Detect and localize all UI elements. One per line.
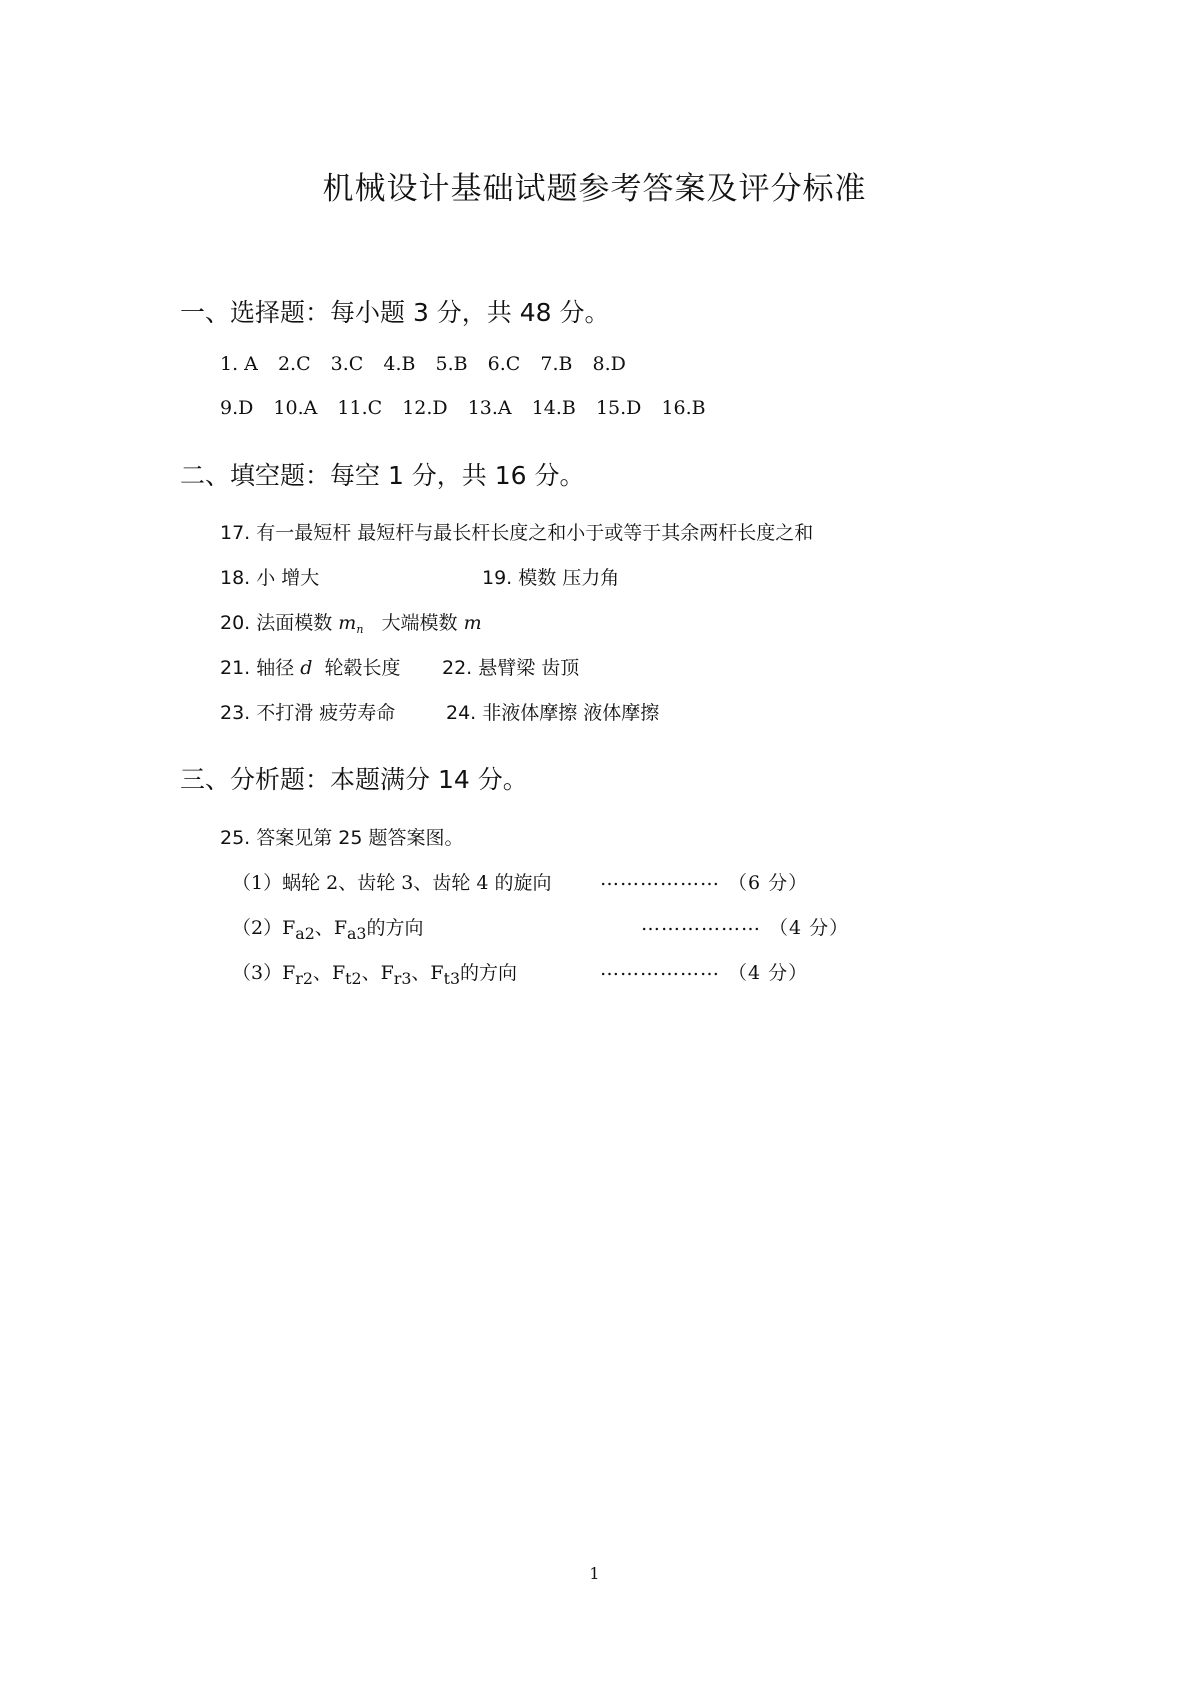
choice-answer: 1. A bbox=[220, 353, 258, 375]
answer-22 bbox=[442, 653, 579, 680]
item-2-prefix: （2） bbox=[232, 917, 283, 939]
answer-22-text: 22. 悬臂梁 齿顶 bbox=[442, 657, 580, 679]
force-symbol: F bbox=[430, 962, 444, 984]
choice-answer: 4.B bbox=[383, 353, 416, 375]
answer-21-prefix: 21. 轴径 bbox=[220, 657, 301, 679]
choice-answers-row-1 bbox=[220, 353, 640, 375]
choice-answer: 6.C bbox=[487, 353, 521, 375]
page-title: 机械设计基础试题参考答案及评分标准 bbox=[322, 171, 867, 207]
force-subscript: t3 bbox=[443, 968, 461, 988]
force-symbol: F bbox=[282, 917, 296, 939]
answer-24-text: 24. 非液体摩擦 液体摩擦 bbox=[446, 702, 660, 724]
answer-19 bbox=[482, 563, 619, 590]
choice-answer: 7.B bbox=[540, 353, 573, 375]
force-symbol: F bbox=[282, 962, 296, 984]
answer-18-text: 18. 小 增大 bbox=[220, 567, 320, 589]
separator: 、 bbox=[314, 917, 334, 939]
symbol-m: m bbox=[338, 612, 357, 634]
choice-answer: 9.D bbox=[220, 397, 254, 419]
answer-23 bbox=[220, 698, 395, 725]
answer-23-text: 23. 不打滑 疲劳寿命 bbox=[220, 702, 396, 724]
force-symbol: F bbox=[333, 917, 347, 939]
answer-17-text: 17. 有一最短杆 最短杆与最长杆长度之和小于或等于其余两杆长度之和 bbox=[220, 522, 814, 544]
force-symbol: F bbox=[380, 962, 394, 984]
choice-answer: 14.B bbox=[531, 397, 576, 419]
answer-18 bbox=[220, 563, 319, 590]
answer-20-middle: 大端模数 bbox=[363, 612, 464, 634]
subscript-n: n bbox=[356, 623, 364, 636]
choice-answer: 5.B bbox=[435, 353, 468, 375]
answer-17 bbox=[220, 518, 813, 545]
answer-21 bbox=[220, 653, 401, 680]
choice-answer: 10.A bbox=[273, 397, 318, 419]
score-value bbox=[728, 868, 808, 895]
choice-answer: 3.C bbox=[330, 353, 364, 375]
separator: 、 bbox=[411, 962, 431, 984]
force-subscript: t2 bbox=[345, 968, 362, 988]
choice-answer: 2.C bbox=[277, 353, 311, 375]
choice-answer: 15.D bbox=[595, 397, 642, 419]
score-value bbox=[769, 913, 849, 940]
choice-answer: 13.A bbox=[467, 397, 512, 419]
force-subscript: r3 bbox=[393, 968, 412, 988]
item-3-suffix: 的方向 bbox=[460, 962, 518, 984]
answer-20 bbox=[220, 608, 482, 636]
scoring-item-1-label bbox=[232, 868, 552, 895]
answer-21-suffix: 轮毂长度 bbox=[312, 657, 401, 679]
answer-20-prefix: 20. 法面模数 bbox=[220, 612, 339, 634]
leader-dots: ……………… bbox=[600, 958, 720, 980]
answer-19-text: 19. 模数 压力角 bbox=[482, 567, 620, 589]
scoring-item-2-label bbox=[232, 913, 424, 943]
separator: 、 bbox=[361, 962, 381, 984]
separator: 、 bbox=[312, 962, 332, 984]
score-text: （4 分） bbox=[728, 962, 809, 984]
score-text: （6 分） bbox=[728, 872, 809, 894]
score-value bbox=[728, 958, 808, 985]
force-subscript: r2 bbox=[295, 968, 313, 988]
choice-answer: 16.B bbox=[661, 397, 706, 419]
leader-dots: ……………… bbox=[600, 868, 720, 890]
page-number: 1 bbox=[589, 1564, 600, 1583]
answer-24 bbox=[446, 698, 659, 725]
choice-answer: 12.D bbox=[402, 397, 448, 419]
force-subscript: a2 bbox=[295, 923, 315, 943]
scoring-item-1-text: （1）蜗轮 2、齿轮 3、齿轮 4 的旋向 bbox=[232, 872, 552, 894]
item-3-prefix: （3） bbox=[232, 962, 283, 984]
item-2-suffix: 的方向 bbox=[366, 917, 424, 939]
score-text: （4 分） bbox=[769, 917, 850, 939]
symbol-d: d bbox=[300, 657, 313, 679]
choice-answers-row-2 bbox=[220, 397, 720, 419]
choice-answer: 11.C bbox=[337, 397, 383, 419]
section-heading-choice: 一、选择题：每小题 3 分，共 48 分。 bbox=[180, 298, 610, 327]
answer-25-text: 25. 答案见第 25 题答案图。 bbox=[220, 827, 464, 849]
scoring-item-3-label bbox=[232, 958, 517, 988]
section-heading-analysis: 三、分析题：本题满分 14 分。 bbox=[180, 765, 528, 794]
section-heading-fill-blank: 二、填空题：每空 1 分，共 16 分。 bbox=[180, 461, 585, 490]
symbol-m: m bbox=[463, 612, 482, 634]
answer-25 bbox=[220, 823, 464, 850]
leader-dots: ……………… bbox=[641, 913, 761, 935]
force-subscript: a3 bbox=[347, 923, 367, 943]
force-symbol: F bbox=[331, 962, 346, 984]
choice-answer: 8.D bbox=[592, 353, 626, 375]
